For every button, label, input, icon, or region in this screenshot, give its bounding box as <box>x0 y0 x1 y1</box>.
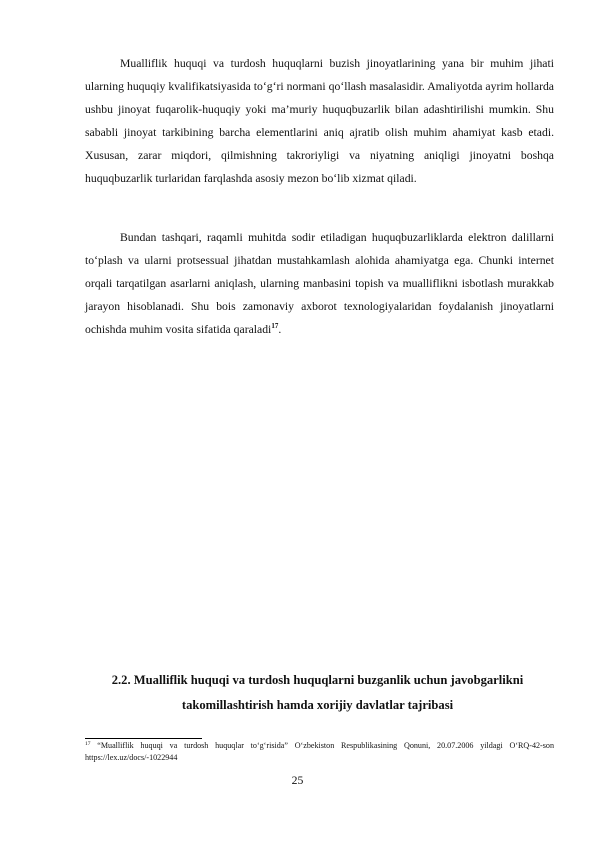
body-paragraph <box>85 52 554 191</box>
page-number: 25 <box>291 774 304 787</box>
section-heading: 2.2. Mualliflik huquqi va turdosh huquqlarni buzganlik uchun javobgarlikni takomillashtirish hamda xorijiy davlatlar tajribasi <box>111 673 524 712</box>
footnote-number: 17 <box>85 741 91 747</box>
footnote-text: “Mualliflik huquqi va turdosh huquqlar to‘g‘risida” O‘zbekiston Respublikasining Qonuni, 20.07.2006 yildagi O‘RQ-42-son https://lex.uz/docs/-1022944 <box>85 741 554 762</box>
footnote-reference[interactable]: 17 <box>271 322 279 331</box>
footnote <box>85 740 554 763</box>
paragraph-text: Mualliflik huquqi va turdosh huquqlarni buzish jinoyatlarining yana bir muhim jihati ularning huquqiy kvalifikatsiyasida to‘g‘ri normani qo‘llash masalasidir. Amaliyotda ayrim hollarda ushbu jinoyat fuqarolik-huquqiy yoki ma’muriy huquqbuzarlik bilan adashtirilishi mumkin. Shu sababli jinoyat tarkibining barcha elementlarini aniq ajratib olish muhim ahamiyat kasb etadi. Xususan, zarar miqdori, qilmishning takroriyligi va niyatning aniqligi jinoyatni boshqa huquqbuzarlik turlaridan farqlashda asosiy mezon bo‘lib xizmat qiladi. <box>85 57 554 186</box>
body-paragraph <box>85 226 554 341</box>
paragraph-trailing-punctuation: . <box>278 323 282 337</box>
paragraph-text: Bundan tashqari, raqamli muhitda sodir etiladigan huquqbuzarliklarda elektron dalillarni to‘plash va ularni protsessual jihatdan mustahkamlash alohida ahamiyatga ega. Chunki internet orqali tarqatilgan asarlarni aniqlash, ularning manbasini topish va mualliflikni isbotlash murakkab jarayon hisoblanadi. Shu bois zamonaviy axborot texnologiyalaridan foydalanish jinoyatlarni ochishda muhim vosita sifatida qaraladi <box>85 231 554 337</box>
footnote-separator <box>85 738 202 739</box>
